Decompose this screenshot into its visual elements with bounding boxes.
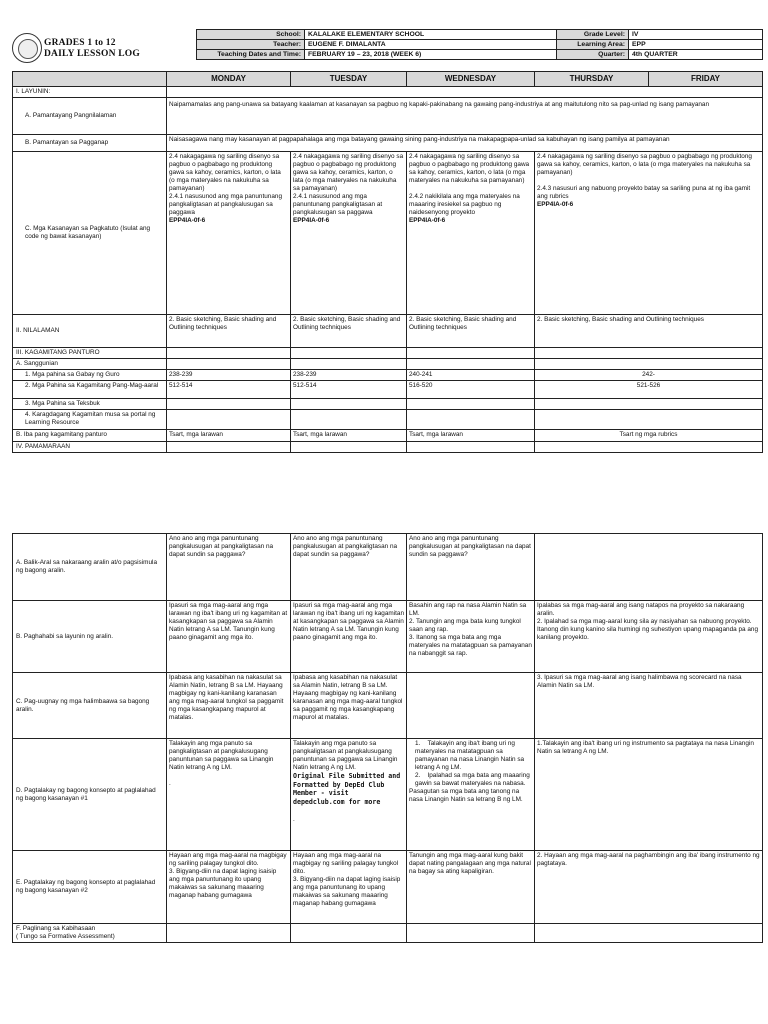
gabay-tuesday: 238-239 <box>291 370 407 381</box>
pag-uugnay-label: C. Pag-uugnay ng mga halimbaawa sa bagong aralin. <box>13 673 167 739</box>
kasanayan-wednesday-text: 2.4 nakagagawa ng sariling disenyo sa pagbuo o pagbabago ng produktong gawa sa kahoy, ceramics, karton, o lata (o mga materyales na nakukuha sa pamayanan) 2.4.2 nakikilala ang mga materyales na maaaring iresiekel sa pagbuo ng naidesenyong proyekto <box>409 153 530 216</box>
day-friday: FRIDAY <box>649 72 763 87</box>
kasanayan-thursday-code: EPP4IA-0f-6 <box>537 201 574 208</box>
empty-cell <box>167 399 291 410</box>
kasanayan-wednesday-code: EPP4IA-0f-6 <box>409 217 446 224</box>
empty-cell <box>167 924 291 943</box>
iba-label: B. Iba pang kagamitang panturo <box>13 430 167 442</box>
pagtalakay2-tuesday: Hayaan ang mga mag-aaral na magbigay ng sariling palagay tungkol dito. 3. Bigyang-diin na dapat laging isaisip ang mga panuntunang ito upang makaiwas sa sakunang maaaring maganap habang gumagawa <box>291 851 407 924</box>
pagganap-text: Naisasagawa nang may kasanayan at pagpapahalaga ang mga batayang gawaing sining pang-industriya na makapagpapa-unlad sa kabuhayan ng isang pamilya at pamayanan <box>167 135 763 152</box>
grade-label: Grade Level: <box>557 30 629 40</box>
empty-cell <box>535 442 763 453</box>
pagtalakay1-tuesday-text: Talakayin ang mga panuto sa pangkaligtasan at pangkalusugang panuntunan sa paggawa sa Linangin Natin letrang A ng LM. <box>293 740 398 771</box>
balik-aral-monday: Ano ano ang mga panuntunang pangkalusugan at pangkaligtasan na dapat sundin sa paggawa? <box>167 534 291 601</box>
kagamitan-pages-tuesday: 512-514 <box>291 381 407 399</box>
empty-cell <box>407 359 535 370</box>
kasanayan-wednesday <box>407 152 535 315</box>
balik-aral-label: A. Balik-Aral sa nakaraang aralin at/o pagsisimula ng bagong aralin. <box>13 534 167 601</box>
empty-cell <box>291 410 407 430</box>
day-thursday: THURSDAY <box>535 72 649 87</box>
nilalaman-label: II. NILALAMAN <box>13 315 167 348</box>
teacher-label: Teacher: <box>197 40 305 50</box>
empty-cell <box>535 399 763 410</box>
kasanayan-monday-text: 2.4 nakagagawa ng sariling disenyo sa pagbuo o pagbabago ng produktong gawa sa kahoy, ceramics, karton, o lata (o mga materyales na nakukuha sa pamayanan) 2.4.1 nasusunod ang mga panuntunang pangkaligtasan at pangkalusugan sa paggawa <box>169 153 282 216</box>
day-wednesday: WEDNESDAY <box>407 72 535 87</box>
nilalaman-tuesday: 2. Basic sketching, Basic shading and Outlining techniques <box>291 315 407 348</box>
empty-cell <box>167 410 291 430</box>
header-table <box>196 29 763 60</box>
pagtalakay1-wednesday-item3: Pasagutan sa mga bata ang tanong na nasa Linangin Natin sa letrang B ng LM. <box>409 788 523 803</box>
nilalaman-wednesday: 2. Basic sketching, Basic shading and Outlining techniques <box>407 315 535 348</box>
empty-cell <box>407 442 535 453</box>
paglinang-label: F. Paglinang sa Kabihasaan ( Tungo sa Formative Assessment) <box>13 924 167 943</box>
empty-cell <box>535 348 763 359</box>
empty-cell <box>535 359 763 370</box>
kagamitan-pages-monday: 512-514 <box>167 381 291 399</box>
depedclub-watermark: Original File Submitted and Formatted by DepEd Club Member - visit depedclub.com for more <box>293 772 401 806</box>
deped-seal-icon <box>12 33 42 63</box>
kasanayan-thursday-text: 2.4 nakagagawa ng sariling disenyo sa pagbuo o pagbabago ng produktong gawa sa kahoy, ceramics, karton, o lata (o mga materyales na nakukuha sa pamayanan) 2.4.3 nasusuri ang nabuong proyekto batay sa sariling puna at ng iba gamit ang rubrics <box>537 153 752 200</box>
kasanayan-tuesday <box>291 152 407 315</box>
kagamitan-pages-thursday: 521-526 <box>535 381 763 399</box>
teacher-value: EUGENE F. DIMALANTA <box>305 40 557 50</box>
quarter-value: 4th QUARTER <box>629 50 763 60</box>
iba-thursday: Tsart ng mga rubrics <box>535 430 763 442</box>
pamantayang-text: Naipamamalas ang pang-unawa sa batayang kaalaman at kasanayan sa pagbuo ng kapaki-pakinabang na gawaing pang-industriya at ang maitutulong nito sa pag-unlad ng isang pamayanan <box>167 98 763 135</box>
day-monday: MONDAY <box>167 72 291 87</box>
kasanayan-thursday <box>535 152 763 315</box>
pagtalakay1-tuesday-dot: . <box>293 816 295 824</box>
empty-cell <box>407 924 535 943</box>
empty-cell <box>407 410 535 430</box>
pagtalakay1-label: D. Pagtalakay ng bagong konsepto at paglalahad ng bagong kasanayan #1 <box>13 739 167 851</box>
school-value: KALALAKE ELEMENTARY SCHOOL <box>305 30 557 40</box>
dates-value: FEBRUARY 19 – 23, 2018 (WEEK 6) <box>305 50 557 60</box>
pagtalakay1-monday-dot: . <box>169 780 171 787</box>
kasanayan-tuesday-code: EPP4IA-0f-6 <box>293 217 330 224</box>
school-label: School: <box>197 30 305 40</box>
balik-aral-tuesday: Ano ano ang mga panuntunang pangkalusugan at pangkaligtasan na dapat sundin sa paggawa? <box>291 534 407 601</box>
pagtalakay2-wednesday: Tanungin ang mga mag-aaral kung bakit dapat nating pangalagaan ang mga natural na bagay sa ating kapaligiran. <box>407 851 535 924</box>
pag-uugnay-wednesday <box>407 673 535 739</box>
quarter-label: Quarter: <box>557 50 629 60</box>
pag-uugnay-tuesday: Ipabasa ang kasabihan na nakasulat sa Alamin Natin, letrang B sa LM. Hayaang magbigay ng kani-kanilang karanasan ang mga mag-aaral tungkol sa paggamit ng mga kasangkapang mapurol at matalas. <box>291 673 407 739</box>
gabay-thursday: 242- <box>535 370 763 381</box>
brand-line1: GRADES 1 to 12 <box>44 38 116 48</box>
sanggunian-label: A. Sanggunian <box>13 359 167 370</box>
kasanayan-monday <box>167 152 291 315</box>
empty-cell <box>291 348 407 359</box>
gabay-label: 1. Mga pahina sa Gabay ng Guro <box>13 370 167 381</box>
pag-uugnay-thursday: 3. Ipasuri sa mga mag-aaral ang isang halimbawa ng scorecard na nasa Alamin Natin sa LM. <box>535 673 763 739</box>
pagtalakay1-wednesday-item1: 1. Talakayin ang iba't ibang uri ng materyales na matatagpuan sa pamayanan na nasa Linangin Natin sa letrang A ng LM. <box>415 740 525 771</box>
nilalaman-thursday: 2. Basic sketching, Basic shading and Outlining techniques <box>535 315 763 348</box>
pagtalakay1-wednesday-item2: 2. Ipalahad sa mga bata ang maaaring gawin sa bawat materyales na nabasa. <box>415 772 530 787</box>
pag-uugnay-monday: Ipabasa ang kasabihan na nakasulat sa Alamin Natin, letrang B sa LM. Hayaang magbigay ng kani-kanilang karanasan ang mga mag-aaral tungkol sa paggamit ng mga kasangkapang mapurol at matalas. <box>167 673 291 739</box>
paghahabi-thursday: Ipalabas sa mga mag-aaral ang isang natapos na proyekto sa nakaraang aralin. 2. Ipalahad sa mga mag-aaral kung sila ay nasiyahan sa nabuong proyekto. Itanong din kung kanino sila humingi ng suhestiyon upang mapaganda pa ang kanilang proyekto. <box>535 601 763 673</box>
iba-tuesday: Tsart, mga larawan <box>291 430 407 442</box>
pagtalakay1-thursday: 1.Talakayin ang iba't ibang uri ng instrumento sa pagtataya na nasa Linangin Natin sa letrang A ng LM. <box>535 739 763 851</box>
pagtalakay1-monday-text: Talakayin ang mga panuto sa pangkaligtasan at pangkalusugang panuntunan sa paggawa sa Linangin Natin letrang A ng LM. <box>169 740 274 771</box>
kasanayan-monday-code: EPP4IA-0f-6 <box>169 217 206 224</box>
paghahabi-label: B. Paghahabi sa layunin ng aralin. <box>13 601 167 673</box>
nilalaman-monday: 2. Basic sketching, Basic shading and Outlining techniques <box>167 315 291 348</box>
layunin-span <box>167 87 763 98</box>
kagamitan-pages-label: 2. Mga Pahina sa Kagamitang Pang-Mag-aaral <box>13 381 167 399</box>
kasanayan-label: C. Mga Kasanayan sa Pagkatuto (Isulat ang code ng bawat kasanayan) <box>13 152 167 315</box>
kagamitan-label: III. KAGAMITANG PANTURO <box>13 348 167 359</box>
empty-cell <box>167 348 291 359</box>
iba-wednesday: Tsart, mga larawan <box>407 430 535 442</box>
karagdagan-label: 4. Karagdagang Kagamitan musa sa portal ng Learning Resource <box>13 410 167 430</box>
area-label: Learning Area: <box>557 40 629 50</box>
balik-aral-thursday <box>535 534 763 601</box>
iba-monday: Tsart, mga larawan <box>167 430 291 442</box>
empty-cell <box>167 359 291 370</box>
teksbuk-label: 3. Mga Pahina sa Teksbuk <box>13 399 167 410</box>
pagganap-label: B. Pamantayan sa Pagganap <box>13 135 167 152</box>
grade-value: IV <box>629 30 763 40</box>
layunin-label: I. LAYUNIN: <box>13 87 167 98</box>
pagtalakay1-monday <box>167 739 291 851</box>
area-value: EPP <box>629 40 763 50</box>
empty-cell <box>291 359 407 370</box>
empty-cell <box>535 924 763 943</box>
paghahabi-tuesday: Ipasuri sa mga mag-aaral ang mga larawan ng iba't ibang uri ng kagamitan at kasangkapan sa paggawa sa Alamin Natin letrang A sa LM. Tanungin kung paano ginagamit ang mga ito. <box>291 601 407 673</box>
pagtalakay1-wednesday <box>407 739 535 851</box>
pagtalakay2-monday: Hayaan ang mga mag-aaral na magbigay ng sariling palagay tungkol dito. 3. Bigyang-diin na dapat laging isaisip ang mga panuntunang ito upang makaiwas sa sakunang maaaring maganap habang gumagawa <box>167 851 291 924</box>
paghahabi-monday: Ipasuri sa mga mag-aaral ang mga larawan ng iba't ibang uri ng kagamitan at kasangkapan sa paggawa sa Alamin Natin letrang A sa LM. Tanungin kung paano ginagamit ang mga ito. <box>167 601 291 673</box>
day-tuesday: TUESDAY <box>291 72 407 87</box>
paghahabi-wednesday: Basahin ang rap na nasa Alamin Natin sa LM. 2. Tanungin ang mga bata kung tungkol saan ang rap. 3. Itanong sa mga bata ang mga materyales na matatagpuan sa pamayanan na nabanggit sa rap. <box>407 601 535 673</box>
kagamitan-pages-wednesday: 516-520 <box>407 381 535 399</box>
pagtalakay1-tuesday <box>291 739 407 851</box>
gabay-wednesday: 240-241 <box>407 370 535 381</box>
kasanayan-tuesday-text: 2.4 nakagagawa ng sariling disenyo sa pagbuo o pagbabago ng produktong gawa sa kahoy, ceramics, karton, o lata (o mga materyales na nakukuha sa pamayanan) 2.4.1 nasusunod ang mga panuntunang pangkaligtasan at pangkalusugan sa paggawa <box>293 153 404 216</box>
balik-aral-wednesday: Ano ano ang mga panuntunang pangkalusugan at pangkaligtasan na dapat sundin sa paggawa? <box>407 534 535 601</box>
pamantayang-label: A. Pamantayang Pangnilalaman <box>13 98 167 135</box>
empty-cell <box>407 399 535 410</box>
dll-title <box>44 38 140 60</box>
empty-cell <box>407 348 535 359</box>
empty-cell <box>535 410 763 430</box>
empty-cell <box>167 442 291 453</box>
empty-cell <box>291 924 407 943</box>
gabay-monday: 238-239 <box>167 370 291 381</box>
procedure-table <box>12 533 763 943</box>
empty-cell <box>291 442 407 453</box>
dates-label: Teaching Dates and Time: <box>197 50 305 60</box>
brand-line2: DAILY LESSON LOG <box>44 49 140 59</box>
pagtalakay2-thursday: 2. Hayaan ang mga mag-aaral na paghambingin ang iba' ibang instrumento ng pagtataya. <box>535 851 763 924</box>
lesson-log-table <box>12 71 763 453</box>
empty-cell <box>291 399 407 410</box>
corner-cell <box>13 72 167 87</box>
pagtalakay2-label: E. Pagtalakay ng bagong konsepto at paglalahad ng bagong kasanayan #2 <box>13 851 167 924</box>
pamamaraan-label: IV. PAMAMARAAN <box>13 442 167 453</box>
